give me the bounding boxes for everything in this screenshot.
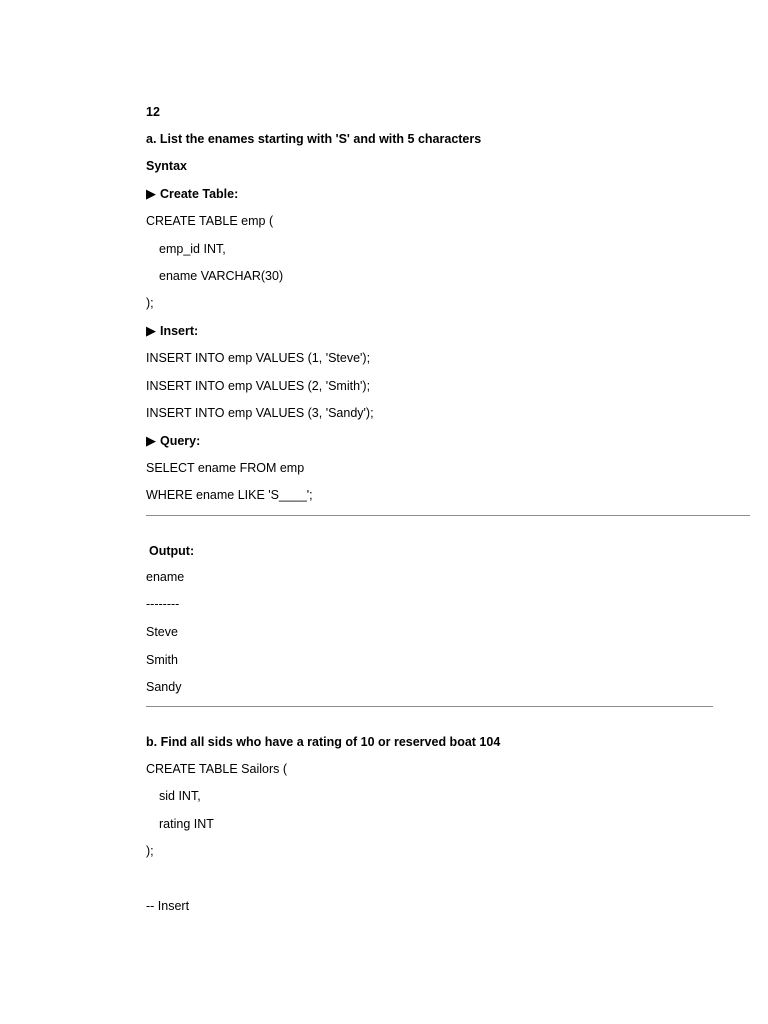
code-line: );	[146, 296, 154, 310]
output-line: Sandy	[146, 680, 182, 694]
code-line: SELECT ename FROM emp	[146, 461, 305, 475]
code-line: emp_id INT,	[159, 242, 226, 256]
code-line: sid INT,	[159, 789, 201, 803]
page-number: 12	[146, 105, 160, 119]
horizontal-rule	[146, 515, 750, 516]
query-label-text: Query:	[160, 434, 201, 448]
play-triangle-icon: ▶	[146, 323, 156, 338]
output-line: Steve	[146, 625, 178, 639]
play-triangle-icon: ▶	[146, 186, 156, 201]
code-comment: -- Insert	[146, 899, 190, 913]
output-line: --------	[146, 597, 180, 611]
query-label	[146, 433, 200, 449]
output-line: Smith	[146, 653, 178, 667]
syntax-label: Syntax	[146, 159, 187, 173]
part-b-heading: b. Find all sids who have a rating of 10 or reserved boat 104	[146, 735, 501, 749]
code-line: ename VARCHAR(30)	[159, 269, 284, 283]
code-line: CREATE TABLE Sailors (	[146, 762, 288, 776]
create-table-label-text: Create Table:	[160, 187, 239, 201]
insert-label-text: Insert:	[160, 324, 199, 338]
code-line: CREATE TABLE emp (	[146, 214, 274, 228]
horizontal-rule	[146, 706, 713, 707]
part-a-heading: a. List the enames starting with 'S' and with 5 characters	[146, 132, 482, 146]
code-line: INSERT INTO emp VALUES (1, 'Steve');	[146, 351, 371, 365]
code-line: rating INT	[159, 817, 214, 831]
output-line: ename	[146, 570, 185, 584]
code-line: );	[146, 844, 154, 858]
play-triangle-icon: ▶	[146, 433, 156, 448]
insert-label	[146, 323, 198, 339]
create-table-label	[146, 186, 238, 202]
code-line: WHERE ename LIKE 'S____';	[146, 488, 313, 502]
code-line: INSERT INTO emp VALUES (2, 'Smith');	[146, 379, 371, 393]
output-label: Output:	[149, 544, 195, 558]
code-line: INSERT INTO emp VALUES (3, 'Sandy');	[146, 406, 374, 420]
